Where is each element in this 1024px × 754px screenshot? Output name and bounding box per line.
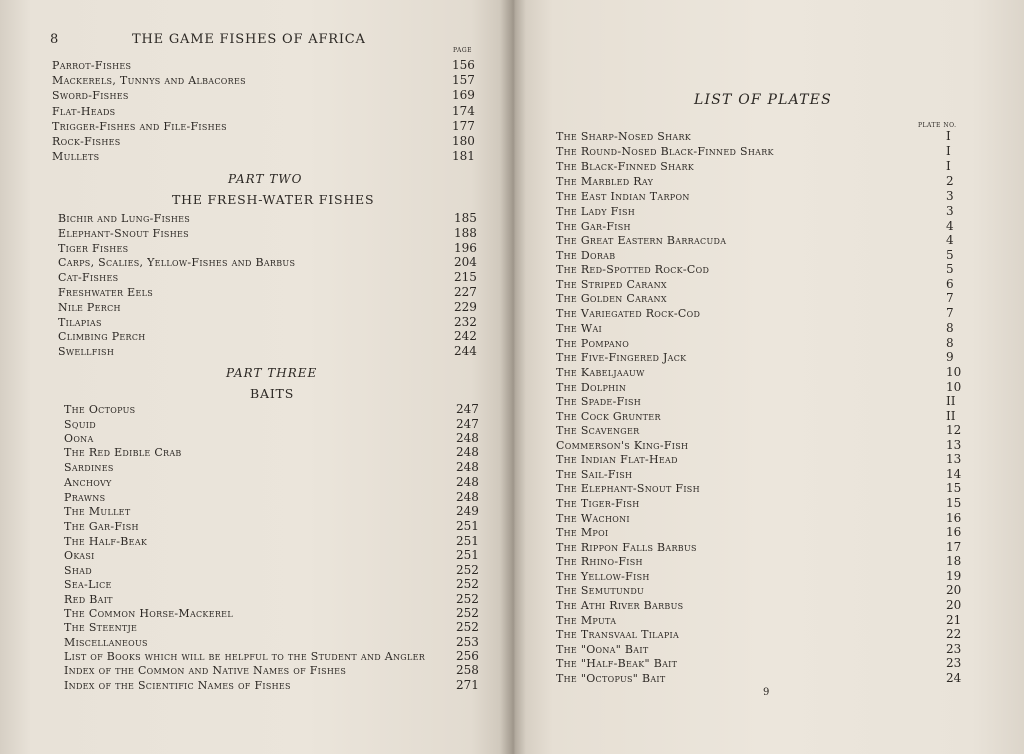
plate-number: 4 xyxy=(946,233,954,247)
plate-number: 3 xyxy=(946,204,954,218)
entry-page: 229 xyxy=(454,300,477,314)
left-page-number: 8 xyxy=(50,32,60,47)
contents-entry xyxy=(64,402,484,417)
plate-number: 20 xyxy=(946,598,962,612)
plate-label: The Red-Spotted Rock-Cod xyxy=(556,263,710,276)
plate-number: 6 xyxy=(946,277,954,291)
list-of-plates-title: LIST OF PLATES xyxy=(694,92,832,108)
plate-label: The "Half-Beak" Bait xyxy=(556,657,678,670)
plate-number: 10 xyxy=(946,365,962,379)
plate-number: 23 xyxy=(946,656,962,670)
plate-number: II xyxy=(946,409,956,423)
plate-entry xyxy=(556,452,962,467)
part-two-heading: PART TWO xyxy=(228,172,303,186)
plate-label: The Spade-Fish xyxy=(556,395,642,408)
entry-page: 248 xyxy=(456,445,479,459)
plate-label: The Black-Finned Shark xyxy=(556,160,695,173)
plate-entry xyxy=(556,613,962,628)
plate-label: The Golden Caranx xyxy=(556,292,667,305)
plate-label: The Variegated Rock-Cod xyxy=(556,307,701,320)
entry-page: 249 xyxy=(456,504,479,518)
entry-page: 252 xyxy=(456,620,479,634)
plate-label: The "Oona" Bait xyxy=(556,643,649,656)
contents-entry xyxy=(64,519,484,534)
plate-entry xyxy=(556,380,962,395)
contents-entry xyxy=(64,548,484,563)
plate-label: The Yellow-Fish xyxy=(556,570,650,583)
plate-number: 8 xyxy=(946,321,954,335)
entry-page: 252 xyxy=(456,577,479,591)
entry-page: 252 xyxy=(456,606,479,620)
plate-number: 17 xyxy=(946,540,962,554)
plate-label: Commerson's King-Fish xyxy=(556,439,689,452)
plate-entry xyxy=(556,291,956,306)
contents-entry xyxy=(58,211,478,226)
plate-number: 20 xyxy=(946,583,962,597)
entry-page: 156 xyxy=(452,58,475,72)
entry-label: Climbing Perch xyxy=(58,330,146,343)
entry-page: 188 xyxy=(454,226,477,240)
entry-label: Parrot-Fishes xyxy=(52,59,132,72)
plate-entry xyxy=(556,277,956,292)
part-two-title: THE FRESH-WATER FISHES xyxy=(172,192,375,207)
entry-page: 196 xyxy=(454,241,477,255)
entry-label: Sardines xyxy=(64,461,114,474)
plate-entry xyxy=(556,627,962,642)
contents-entry xyxy=(58,226,478,241)
plate-number: 14 xyxy=(946,467,962,481)
contents-entry xyxy=(64,592,484,607)
entry-label: The Half-Beak xyxy=(64,535,148,548)
plate-label: The Transvaal Tilapia xyxy=(556,628,680,641)
plate-label: The Wachoni xyxy=(556,512,630,525)
plate-entry xyxy=(556,598,962,613)
contents-entry xyxy=(52,88,475,103)
entry-page: 248 xyxy=(456,431,479,445)
plate-number: 2 xyxy=(946,174,954,188)
entry-page: 251 xyxy=(456,548,479,562)
plate-number: 5 xyxy=(946,248,954,262)
page-column-label: PAGE xyxy=(453,47,472,54)
contents-entry xyxy=(64,620,484,635)
part-three-heading: PART THREE xyxy=(226,366,318,380)
plate-entry xyxy=(556,423,962,438)
plate-label: The "Octopus" Bait xyxy=(556,672,666,685)
plate-entry xyxy=(556,219,956,234)
plate-entry xyxy=(556,540,962,555)
contents-entry xyxy=(58,241,478,256)
plate-number: 24 xyxy=(946,671,962,685)
plate-entry xyxy=(556,365,962,380)
plate-entry xyxy=(556,321,956,336)
entry-page: 177 xyxy=(452,119,475,133)
contents-entry xyxy=(58,270,478,285)
contents-entry xyxy=(64,678,484,693)
plate-number: 16 xyxy=(946,511,962,525)
contents-entry xyxy=(64,504,484,519)
contents-entry xyxy=(52,134,475,149)
contents-entry xyxy=(64,460,484,475)
entry-label: Carps, Scalies, Yellow-Fishes and Barbus xyxy=(58,256,296,269)
plate-label: The Dorab xyxy=(556,249,616,262)
plate-entry xyxy=(556,671,962,686)
entry-label: Swellfish xyxy=(58,345,115,358)
entry-page: 232 xyxy=(454,315,477,329)
entry-label: Okasi xyxy=(64,549,95,562)
plate-entry xyxy=(556,496,962,511)
entry-page: 215 xyxy=(454,270,477,284)
entry-page: 157 xyxy=(452,73,475,87)
plate-number: I xyxy=(946,129,951,143)
entry-page: 174 xyxy=(452,104,475,118)
entry-page: 258 xyxy=(456,663,479,677)
entry-label: Rock-Fishes xyxy=(52,135,121,148)
entry-label: Red Bait xyxy=(64,593,113,606)
plate-number: 15 xyxy=(946,481,962,495)
entry-label: Flat-Heads xyxy=(52,105,116,118)
contents-entry xyxy=(64,563,484,578)
plate-number: I xyxy=(946,159,951,173)
entry-label: Elephant-Snout Fishes xyxy=(58,227,189,240)
contents-entry xyxy=(52,58,475,73)
entry-page: 227 xyxy=(454,285,477,299)
entry-label: The Common Horse-Mackerel xyxy=(64,607,233,620)
plate-label: The Dolphin xyxy=(556,381,627,394)
contents-entry xyxy=(64,490,484,505)
plate-label: The Marbled Ray xyxy=(556,175,654,188)
contents-entry xyxy=(64,534,484,549)
plate-number: 18 xyxy=(946,554,962,568)
entry-page: 247 xyxy=(456,402,479,416)
contents-entry xyxy=(52,73,475,88)
plate-entry xyxy=(556,467,962,482)
plate-number: 12 xyxy=(946,423,962,437)
entry-page: 181 xyxy=(452,149,475,163)
plate-number: II xyxy=(946,394,956,408)
plate-entry xyxy=(556,306,956,321)
plate-number: 7 xyxy=(946,291,954,305)
plate-entry xyxy=(556,262,956,277)
plate-label: The Great Eastern Barracuda xyxy=(556,234,727,247)
plate-label: The Semutundu xyxy=(556,584,645,597)
plate-entry xyxy=(556,569,962,584)
entry-label: Sea-Lice xyxy=(64,578,112,591)
plate-label: The Mpoi xyxy=(556,526,609,539)
plate-entry xyxy=(556,481,962,496)
contents-entry xyxy=(58,329,478,344)
entry-label: Nile Perch xyxy=(58,301,121,314)
plate-entry xyxy=(556,248,956,263)
contents-entry xyxy=(58,344,478,359)
plate-label: The Indian Flat-Head xyxy=(556,453,678,466)
plate-label: The Kabeljaauw xyxy=(556,366,645,379)
entry-label: Squid xyxy=(64,418,96,431)
entry-label: The Gar-Fish xyxy=(64,520,139,533)
plate-number: 8 xyxy=(946,336,954,350)
plate-entry xyxy=(556,394,956,409)
plate-entry xyxy=(556,189,956,204)
entry-label: Prawns xyxy=(64,491,106,504)
plate-column-label: PLATE NO. xyxy=(918,122,957,129)
entry-page: 180 xyxy=(452,134,475,148)
entry-label: Sword-Fishes xyxy=(52,89,129,102)
plate-entry xyxy=(556,642,962,657)
plate-label: The Striped Caranx xyxy=(556,278,667,291)
plate-entry xyxy=(556,554,962,569)
entry-label: Cat-Fishes xyxy=(58,271,119,284)
plate-label: The Rippon Falls Barbus xyxy=(556,541,697,554)
contents-entry xyxy=(64,635,484,650)
plate-entry xyxy=(556,409,956,424)
contents-entry xyxy=(58,315,478,330)
entry-page: 271 xyxy=(456,678,479,692)
entry-label: Index of the Common and Native Names of Fishes xyxy=(64,664,347,677)
plate-entry xyxy=(556,159,956,174)
plate-label: The Sharp-Nosed Shark xyxy=(556,130,692,143)
contents-entry xyxy=(52,104,475,119)
plate-label: The Wai xyxy=(556,322,602,335)
entry-page: 248 xyxy=(456,475,479,489)
entry-label: Trigger-Fishes and File-Fishes xyxy=(52,120,227,133)
contents-entry xyxy=(64,417,484,432)
plate-number: 5 xyxy=(946,262,954,276)
entry-label: Freshwater Eels xyxy=(58,286,153,299)
plate-number: 13 xyxy=(946,452,962,466)
entry-label: Tilapias xyxy=(58,316,102,329)
plate-label: The Athi River Barbus xyxy=(556,599,684,612)
entry-page: 248 xyxy=(456,460,479,474)
plate-number: 7 xyxy=(946,306,954,320)
book-gutter xyxy=(500,0,526,754)
plate-number: 16 xyxy=(946,525,962,539)
plate-entry xyxy=(556,438,962,453)
plate-label: The East Indian Tarpon xyxy=(556,190,690,203)
plate-entry xyxy=(556,525,962,540)
entry-page: 247 xyxy=(456,417,479,431)
entry-label: Mackerels, Tunnys and Albacores xyxy=(52,74,246,87)
plate-number: 23 xyxy=(946,642,962,656)
plate-entry xyxy=(556,511,962,526)
entry-label: Bichir and Lung-Fishes xyxy=(58,212,191,225)
entry-label: The Steentje xyxy=(64,621,138,634)
plate-label: The Gar-Fish xyxy=(556,220,631,233)
contents-entry xyxy=(64,475,484,490)
entry-page: 244 xyxy=(454,344,477,358)
plate-entry xyxy=(556,174,956,189)
plate-label: The Scavenger xyxy=(556,424,640,437)
plate-number: 19 xyxy=(946,569,962,583)
plate-label: The Rhino-Fish xyxy=(556,555,643,568)
entry-label: The Octopus xyxy=(64,403,136,416)
entry-label: Index of the Scientific Names of Fishes xyxy=(64,679,291,692)
entry-label: Tiger Fishes xyxy=(58,242,129,255)
plate-number: 3 xyxy=(946,189,954,203)
plate-entry xyxy=(556,129,956,144)
entry-label: Miscellaneous xyxy=(64,636,148,649)
plate-entry xyxy=(556,583,962,598)
plate-label: The Tiger-Fish xyxy=(556,497,640,510)
plate-number: 10 xyxy=(946,380,962,394)
entry-page: 252 xyxy=(456,592,479,606)
entry-label: Shad xyxy=(64,564,92,577)
entry-page: 204 xyxy=(454,255,477,269)
entry-page: 251 xyxy=(456,534,479,548)
contents-entry xyxy=(58,285,478,300)
plate-label: The Lady Fish xyxy=(556,205,636,218)
plate-entry xyxy=(556,350,956,365)
plate-entry xyxy=(556,233,956,248)
plate-number: I xyxy=(946,144,951,158)
entry-label: Anchovy xyxy=(64,476,112,489)
plate-number: 4 xyxy=(946,219,954,233)
contents-entry xyxy=(52,149,475,164)
entry-label: Mullets xyxy=(52,150,100,163)
contents-entry xyxy=(64,445,484,460)
entry-label: Oona xyxy=(64,432,94,445)
part-three-title: BAITS xyxy=(250,386,295,401)
contents-entry xyxy=(64,577,484,592)
plate-number: 22 xyxy=(946,627,962,641)
entry-label: List of Books which will be helpful to the Student and Angler xyxy=(64,650,426,663)
running-title: THE GAME FISHES OF AFRICA xyxy=(132,32,366,47)
plate-number: 15 xyxy=(946,496,962,510)
entry-page: 185 xyxy=(454,211,477,225)
plate-label: The Mputa xyxy=(556,614,617,627)
contents-entry xyxy=(52,119,475,134)
entry-page: 169 xyxy=(452,88,475,102)
entry-page: 251 xyxy=(456,519,479,533)
plate-label: The Elephant-Snout Fish xyxy=(556,482,700,495)
plate-number: 21 xyxy=(946,613,962,627)
plate-number: 9 xyxy=(946,350,954,364)
contents-entry xyxy=(64,431,484,446)
plate-entry xyxy=(556,204,956,219)
plate-label: The Round-Nosed Black-Finned Shark xyxy=(556,145,774,158)
entry-page: 252 xyxy=(456,563,479,577)
contents-entry xyxy=(64,649,484,664)
contents-entry xyxy=(58,255,478,270)
right-page-number: 9 xyxy=(763,687,770,698)
contents-entry xyxy=(64,663,484,678)
plate-label: The Five-Fingered Jack xyxy=(556,351,687,364)
contents-entry xyxy=(64,606,484,621)
entry-label: The Mullet xyxy=(64,505,131,518)
entry-page: 248 xyxy=(456,490,479,504)
plate-label: The Sail-Fish xyxy=(556,468,633,481)
plate-entry xyxy=(556,336,956,351)
plate-number: 13 xyxy=(946,438,962,452)
plate-entry xyxy=(556,144,956,159)
contents-entry xyxy=(58,300,478,315)
entry-page: 253 xyxy=(456,635,479,649)
plate-label: The Cock Grunter xyxy=(556,410,661,423)
entry-page: 242 xyxy=(454,329,477,343)
plate-entry xyxy=(556,656,962,671)
plate-label: The Pompano xyxy=(556,337,630,350)
entry-page: 256 xyxy=(456,649,479,663)
entry-label: The Red Edible Crab xyxy=(64,446,182,459)
